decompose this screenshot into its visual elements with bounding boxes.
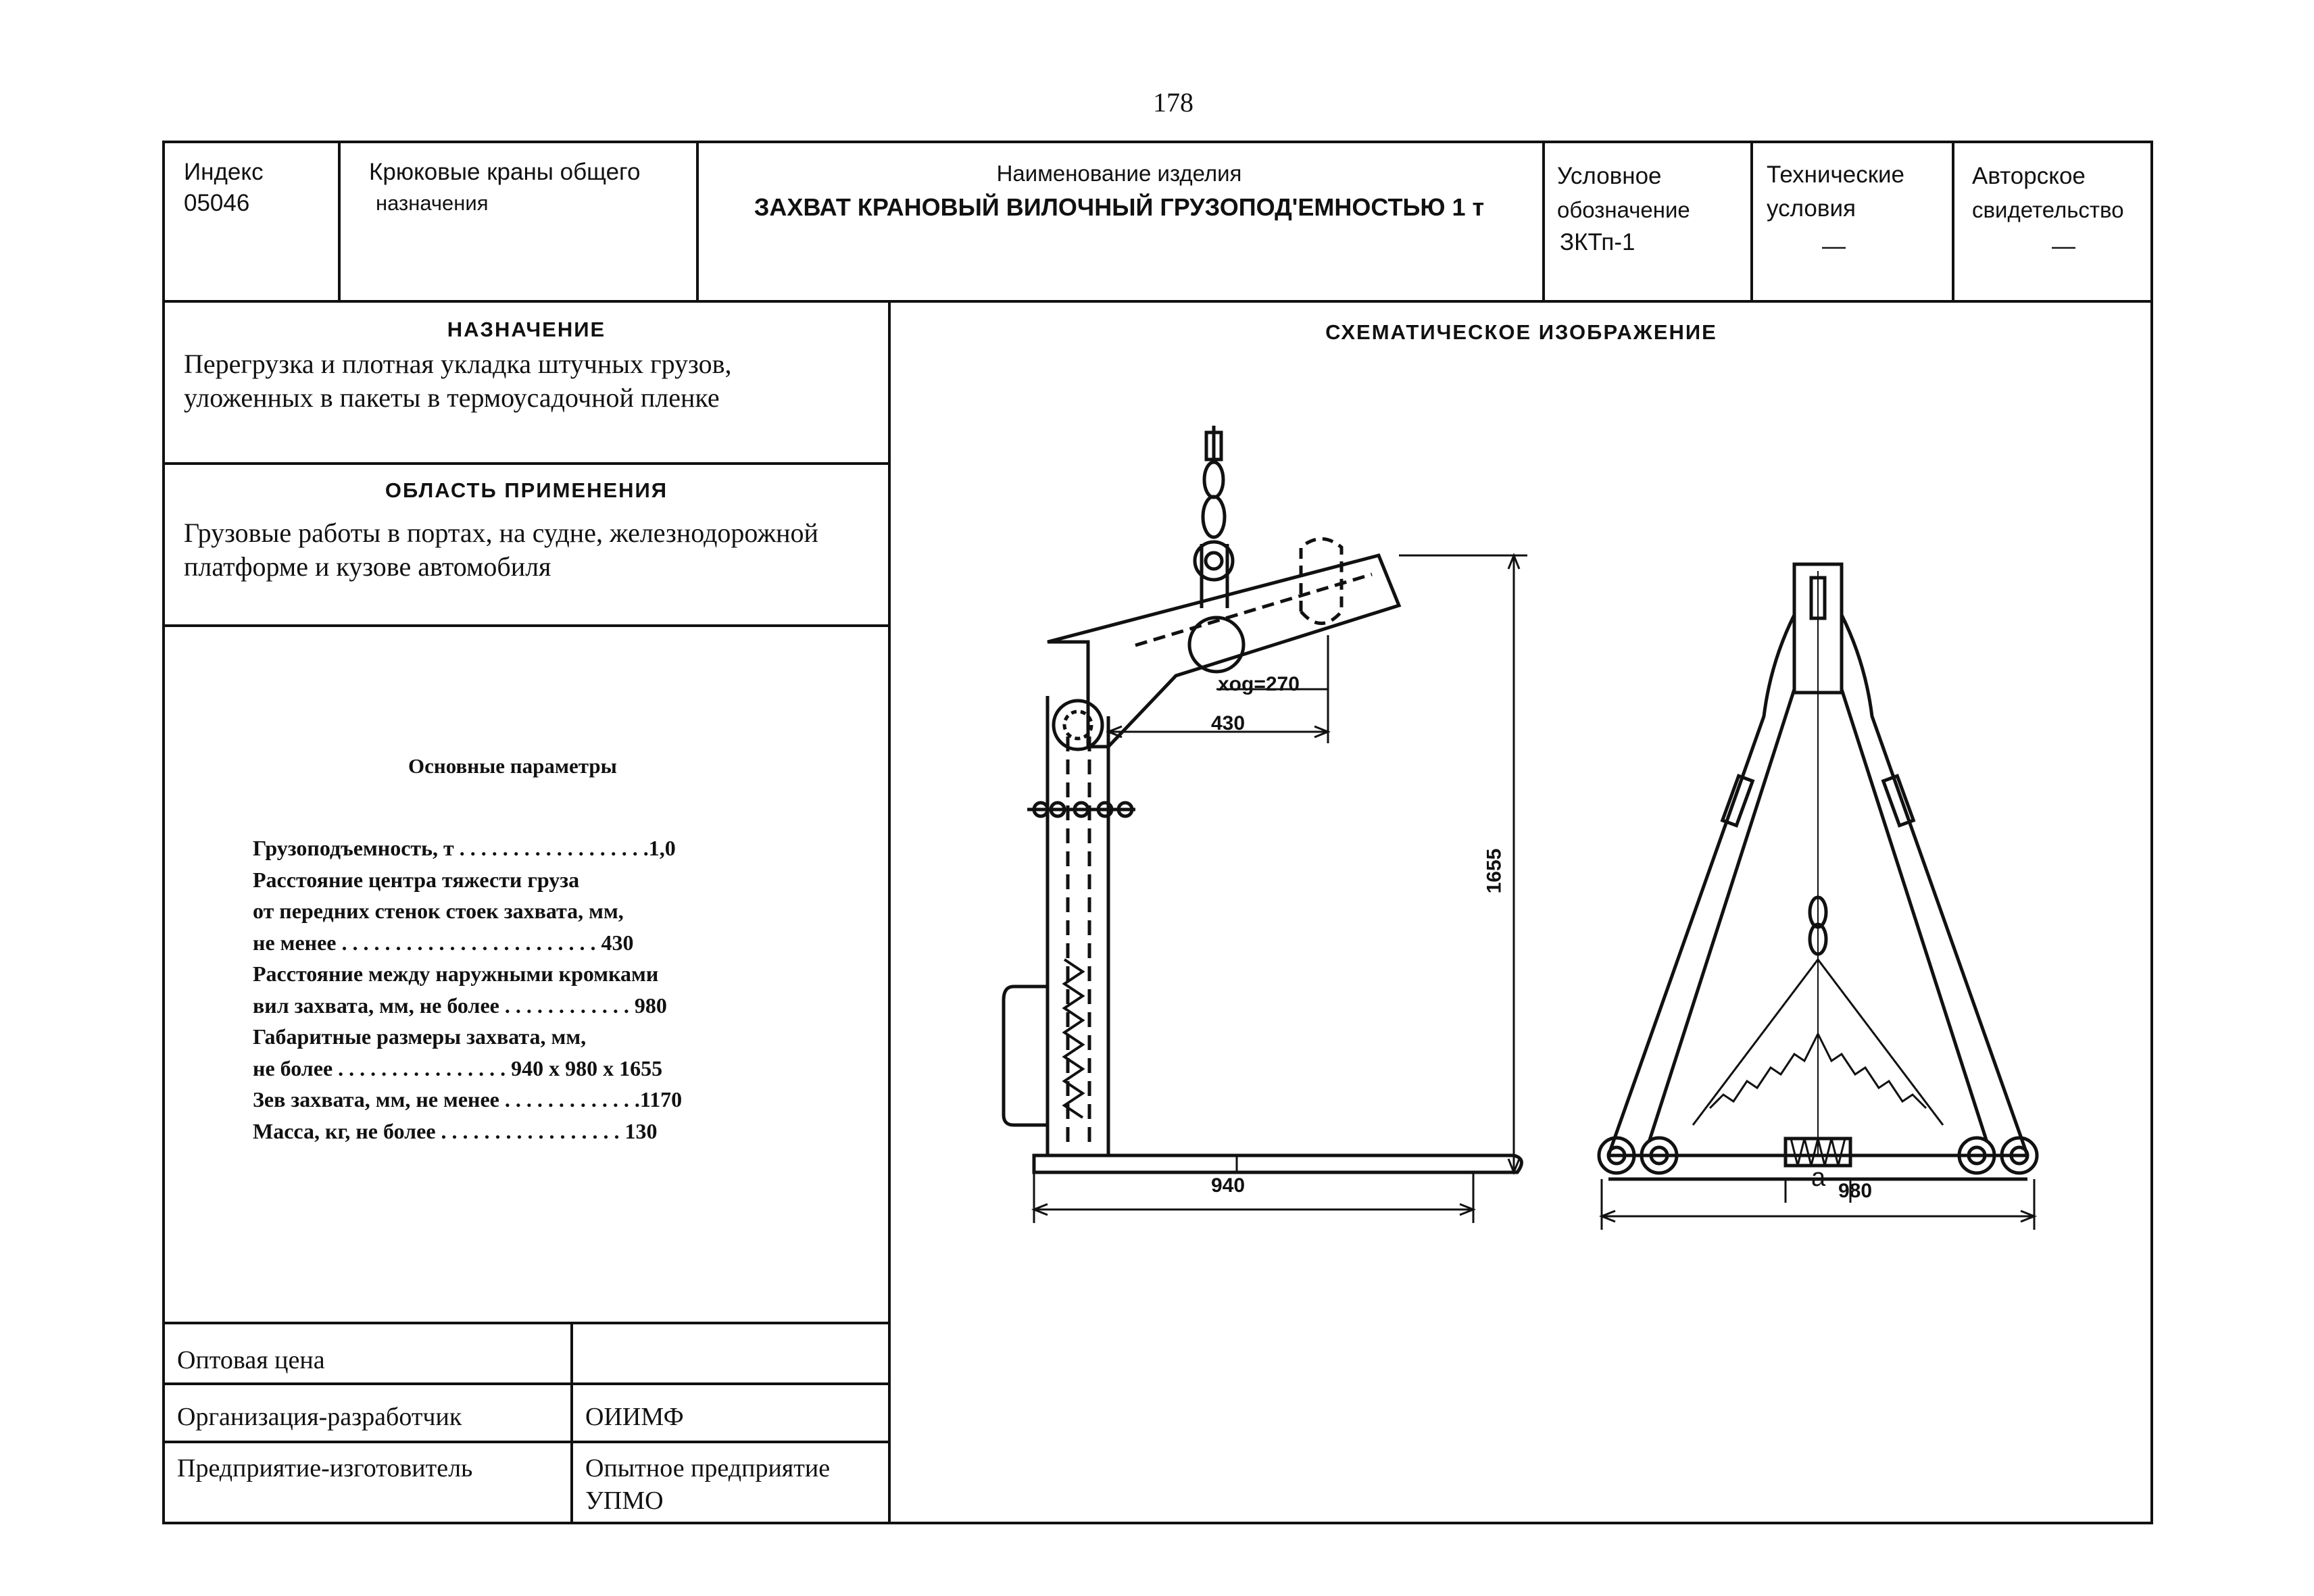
parameters-heading: Основные параметры [408,754,617,778]
designation-line1: Условное [1557,163,1662,189]
side-view [1004,426,1527,1223]
category-line2: назначения [376,191,489,215]
schematic-drawing [933,378,2136,1243]
purpose-heading: НАЗНАЧЕНИЕ [447,318,606,341]
dim-940-label: 940 [1211,1174,1246,1197]
application-line2: платформе и кузове автомобиля [184,551,551,582]
application-line1: Грузовые работы в портах, на судне, железнодорожной [184,518,818,548]
application-heading: ОБЛАСТЬ ПРИМЕНЕНИЯ [385,478,668,502]
designation-line2: обозначение [1557,197,1690,222]
dim-430-label: 430 [1211,712,1246,734]
section-divider [162,624,889,627]
parameter-row: вил захвата, мм, не более . . . . . . . . . . . . 980 [253,993,667,1018]
category-line1: Крюковые краны общего [369,159,641,185]
header-divider [1750,141,1753,303]
dim-stroke-label: xog=270 [1218,673,1300,695]
author-cert-value: — [2052,233,2075,259]
purpose-line1: Перегрузка и плотная укладка штучных грузов, [184,349,732,379]
page-number: 178 [1153,87,1193,118]
tech-conditions-line2: условия [1767,195,1856,222]
manufacturer-label: Предприятие-изготовитель [177,1454,473,1482]
developer-label: Организация-разработчик [177,1403,462,1431]
purpose-line2: уложенных в пакеты в термоусадочной пленке [184,382,720,413]
footer-row-line [162,1441,889,1443]
parameter-row: не более . . . . . . . . . . . . . . . . 940 x 980 x 1655 [253,1055,663,1080]
developer-value: ОИИМФ [585,1403,684,1431]
manufacturer-value-line2: УПМО [585,1487,664,1515]
product-name: ЗАХВАТ КРАНОВЫЙ ВИЛОЧНЫЙ ГРУЗОПОД'ЕМНОСТЬЮ 1 т [754,193,1485,221]
header-divider [1952,141,1954,303]
parameter-row: Габаритные размеры захвата, мм, [253,1024,587,1049]
product-name-label: Наименование изделия [996,161,1242,186]
wholesale-price-label: Оптовая цена [177,1346,325,1374]
author-cert-line1: Авторское [1972,163,2086,189]
index-label: Индекс [184,159,264,185]
parameter-row: Масса, кг, не более . . . . . . . . . . . . . . . . . 130 [253,1118,658,1143]
parameter-row: Грузоподъемность, т . . . . . . . . . . . . . . . . . .1,0 [253,836,676,860]
tech-conditions-value: — [1822,233,1846,259]
designation-value: ЗКТп-1 [1560,229,1635,255]
header-divider [1542,141,1545,303]
section-divider [162,462,889,465]
footer-top-line [162,1322,889,1324]
left-column-divider [888,300,891,1524]
header-divider [338,141,341,303]
hook-chain-icon [1195,426,1233,608]
dim-980-label: 980 [1838,1180,1873,1202]
dim-1655-label: 1655 [1483,848,1506,894]
parameter-row: Расстояние между наружными кромками [253,962,659,986]
parameter-row: не менее . . . . . . . . . . . . . . . . . . . . . . . . 430 [253,930,634,955]
footer-column-divider [570,1322,573,1524]
front-view [1599,564,2037,1230]
parameter-row: Расстояние центра тяжести груза [253,867,580,892]
footer-row-line [162,1382,889,1385]
parameter-row: от передних стенок стоек захвата, мм, [253,899,624,923]
parameter-row: Зев захвата, мм, не менее . . . . . . . . . . . . .1170 [253,1087,683,1112]
author-cert-line2: свидетельство [1972,197,2124,222]
manufacturer-value-line1: Опытное предприятие [585,1454,831,1482]
schematic-heading: СХЕМАТИЧЕСКОЕ ИЗОБРАЖЕНИЕ [1325,320,1717,344]
tech-conditions-line1: Технические [1767,161,1905,188]
index-value: 05046 [184,190,250,216]
parameters-list [253,832,682,1147]
dim-a-label: a [1811,1164,1826,1192]
header-bottom-line [162,300,2153,303]
